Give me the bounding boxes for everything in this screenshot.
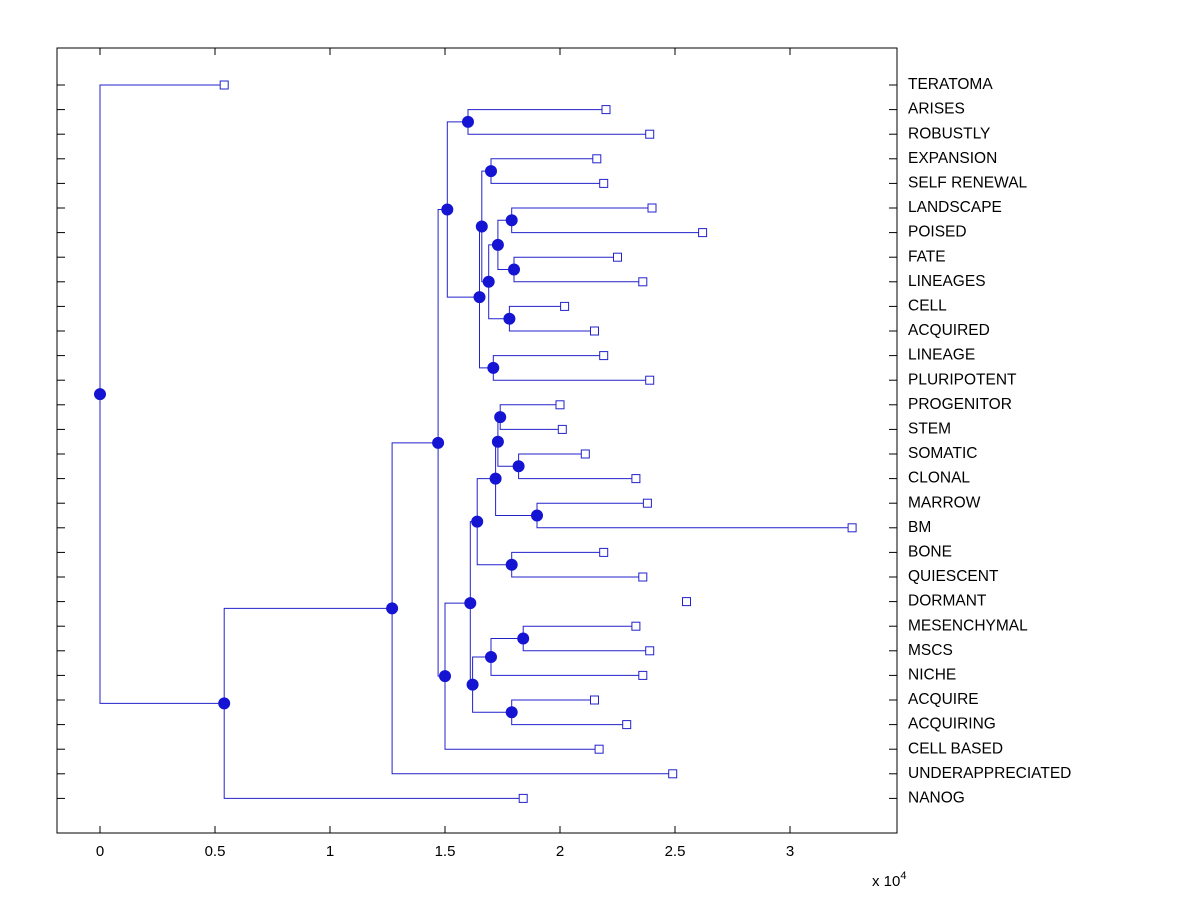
dendrogram-link: [509, 306, 594, 331]
merge-node: [509, 264, 520, 275]
merge-node: [219, 698, 230, 709]
leaf-markers: [220, 81, 856, 802]
merge-node: [506, 707, 517, 718]
merge-node: [513, 461, 524, 472]
leaf-marker: [646, 130, 654, 138]
leaf-marker: [602, 106, 610, 114]
leaf-label: CELL BASED: [908, 740, 1004, 758]
leaf-label: QUIESCENT: [908, 568, 999, 586]
leaf-marker: [848, 524, 856, 532]
leaf-label: DORMANT: [908, 592, 987, 610]
merge-node: [518, 633, 529, 644]
merge-node: [465, 598, 476, 609]
leaf-marker: [623, 721, 631, 729]
merge-node: [486, 651, 497, 662]
x-axis-tick-label: 0: [95, 843, 105, 860]
leaf-marker: [632, 475, 640, 483]
leaf-marker: [600, 179, 608, 187]
leaf-label: ACQUIRED: [908, 322, 990, 340]
dendrogram-link: [523, 626, 650, 651]
leaf-label: PLURIPOTENT: [908, 371, 1017, 389]
leaf-label: STEM: [908, 420, 952, 438]
leaf-label: CLONAL: [908, 469, 971, 487]
merge-node: [472, 516, 483, 527]
leaf-label: SOMATIC: [908, 445, 978, 463]
leaf-marker: [600, 352, 608, 360]
leaf-marker: [556, 401, 564, 409]
leaf-label: NICHE: [908, 666, 957, 684]
merge-node: [442, 204, 453, 215]
dendrogram-link: [512, 552, 643, 577]
leaf-label: ROBUSTLY: [908, 125, 991, 143]
axis-ticks: [57, 48, 897, 860]
dendrogram-link: [512, 208, 703, 233]
merge-node: [532, 510, 543, 521]
dendrogram-link: [224, 608, 523, 798]
merge-node: [495, 412, 506, 423]
leaf-marker: [581, 450, 589, 458]
merge-node: [504, 313, 515, 324]
leaf-label: MSCS: [908, 641, 953, 659]
merge-node: [506, 559, 517, 570]
leaf-label: UNDERAPPRECIATED: [908, 764, 1072, 782]
merge-node: [492, 239, 503, 250]
x-axis-tick-label: 1.5: [434, 843, 456, 860]
x-axis-tick-label: 3: [785, 843, 795, 860]
leaf-label: ACQUIRE: [908, 691, 979, 709]
dendrogram-link: [491, 639, 643, 676]
dendrogram-link: [512, 700, 627, 725]
leaf-label: NANOG: [908, 789, 965, 807]
dendrogram-link: [500, 405, 562, 430]
dendrogram-link: [519, 454, 636, 479]
dendrogram-link: [491, 159, 604, 184]
leaf-marker: [591, 327, 599, 335]
leaf-marker: [614, 253, 622, 261]
leaf-marker: [632, 622, 640, 630]
leaf-label: LANDSCAPE: [908, 199, 1002, 217]
dendrogram-link: [514, 257, 643, 282]
leaf-marker: [639, 278, 647, 286]
leaf-marker: [220, 81, 228, 89]
leaf-marker: [519, 794, 527, 802]
x-axis-exponent-label: x $10^4$: [872, 870, 907, 890]
leaf-label: BONE: [908, 543, 952, 561]
dendrogram-link: [100, 85, 224, 703]
leaf-marker: [591, 696, 599, 704]
leaf-marker: [639, 573, 647, 581]
leaf-label: CELL: [908, 297, 947, 315]
merge-node: [95, 389, 106, 400]
merge-node: [483, 276, 494, 287]
leaf-label: MESENCHYMAL: [908, 617, 1028, 635]
leaf-marker: [600, 548, 608, 556]
x-axis-tick-label: 2.5: [664, 843, 686, 860]
leaf-marker: [699, 229, 707, 237]
leaf-marker: [643, 499, 651, 507]
leaf-label: TERATOMA: [908, 76, 993, 94]
leaf-label: SELF RENEWAL: [908, 174, 1028, 192]
leaf-marker: [558, 425, 566, 433]
leaf-marker: [561, 302, 569, 310]
merge-node: [490, 473, 501, 484]
x-axis-tick-label: 2: [555, 843, 565, 860]
leaf-labels: [908, 76, 1071, 806]
leaf-label: EXPANSION: [908, 149, 998, 167]
leaf-marker: [646, 376, 654, 384]
x-axis-tick-label: 1: [325, 843, 335, 860]
merge-node: [463, 116, 474, 127]
x-axis-tick-label: 0.5: [204, 843, 226, 860]
leaf-label: FATE: [908, 248, 946, 266]
leaf-marker: [639, 671, 647, 679]
leaf-marker: [648, 204, 656, 212]
merge-node: [440, 671, 451, 682]
leaf-marker: [646, 647, 654, 655]
merge-node: [506, 215, 517, 226]
merge-nodes: [95, 116, 543, 717]
dendrogram-link: [537, 503, 852, 528]
merge-node: [474, 292, 485, 303]
leaf-label: LINEAGES: [908, 272, 986, 290]
dendrogram-link: [445, 603, 599, 749]
merge-node: [492, 436, 503, 447]
merge-node: [486, 166, 497, 177]
plot-frame: [57, 48, 897, 833]
leaf-label: LINEAGE: [908, 346, 976, 364]
dendrogram-link: [493, 356, 649, 381]
leaf-marker: [593, 155, 601, 163]
leaf-label: ACQUIRING: [908, 715, 996, 733]
leaf-label: ARISES: [908, 100, 965, 118]
leaf-label: PROGENITOR: [908, 395, 1012, 413]
dendrogram-link: [468, 110, 650, 135]
leaf-marker: [595, 745, 603, 753]
dendrogram-links: [100, 85, 852, 798]
merge-node: [476, 221, 487, 232]
leaf-label: MARROW: [908, 494, 981, 512]
merge-node: [488, 362, 499, 373]
merge-node: [433, 437, 444, 448]
leaf-marker: [669, 770, 677, 778]
leaf-marker: [683, 598, 691, 606]
merge-node: [387, 603, 398, 614]
leaf-label: POISED: [908, 223, 967, 241]
leaf-label: BM: [908, 518, 932, 536]
merge-node: [467, 679, 478, 690]
